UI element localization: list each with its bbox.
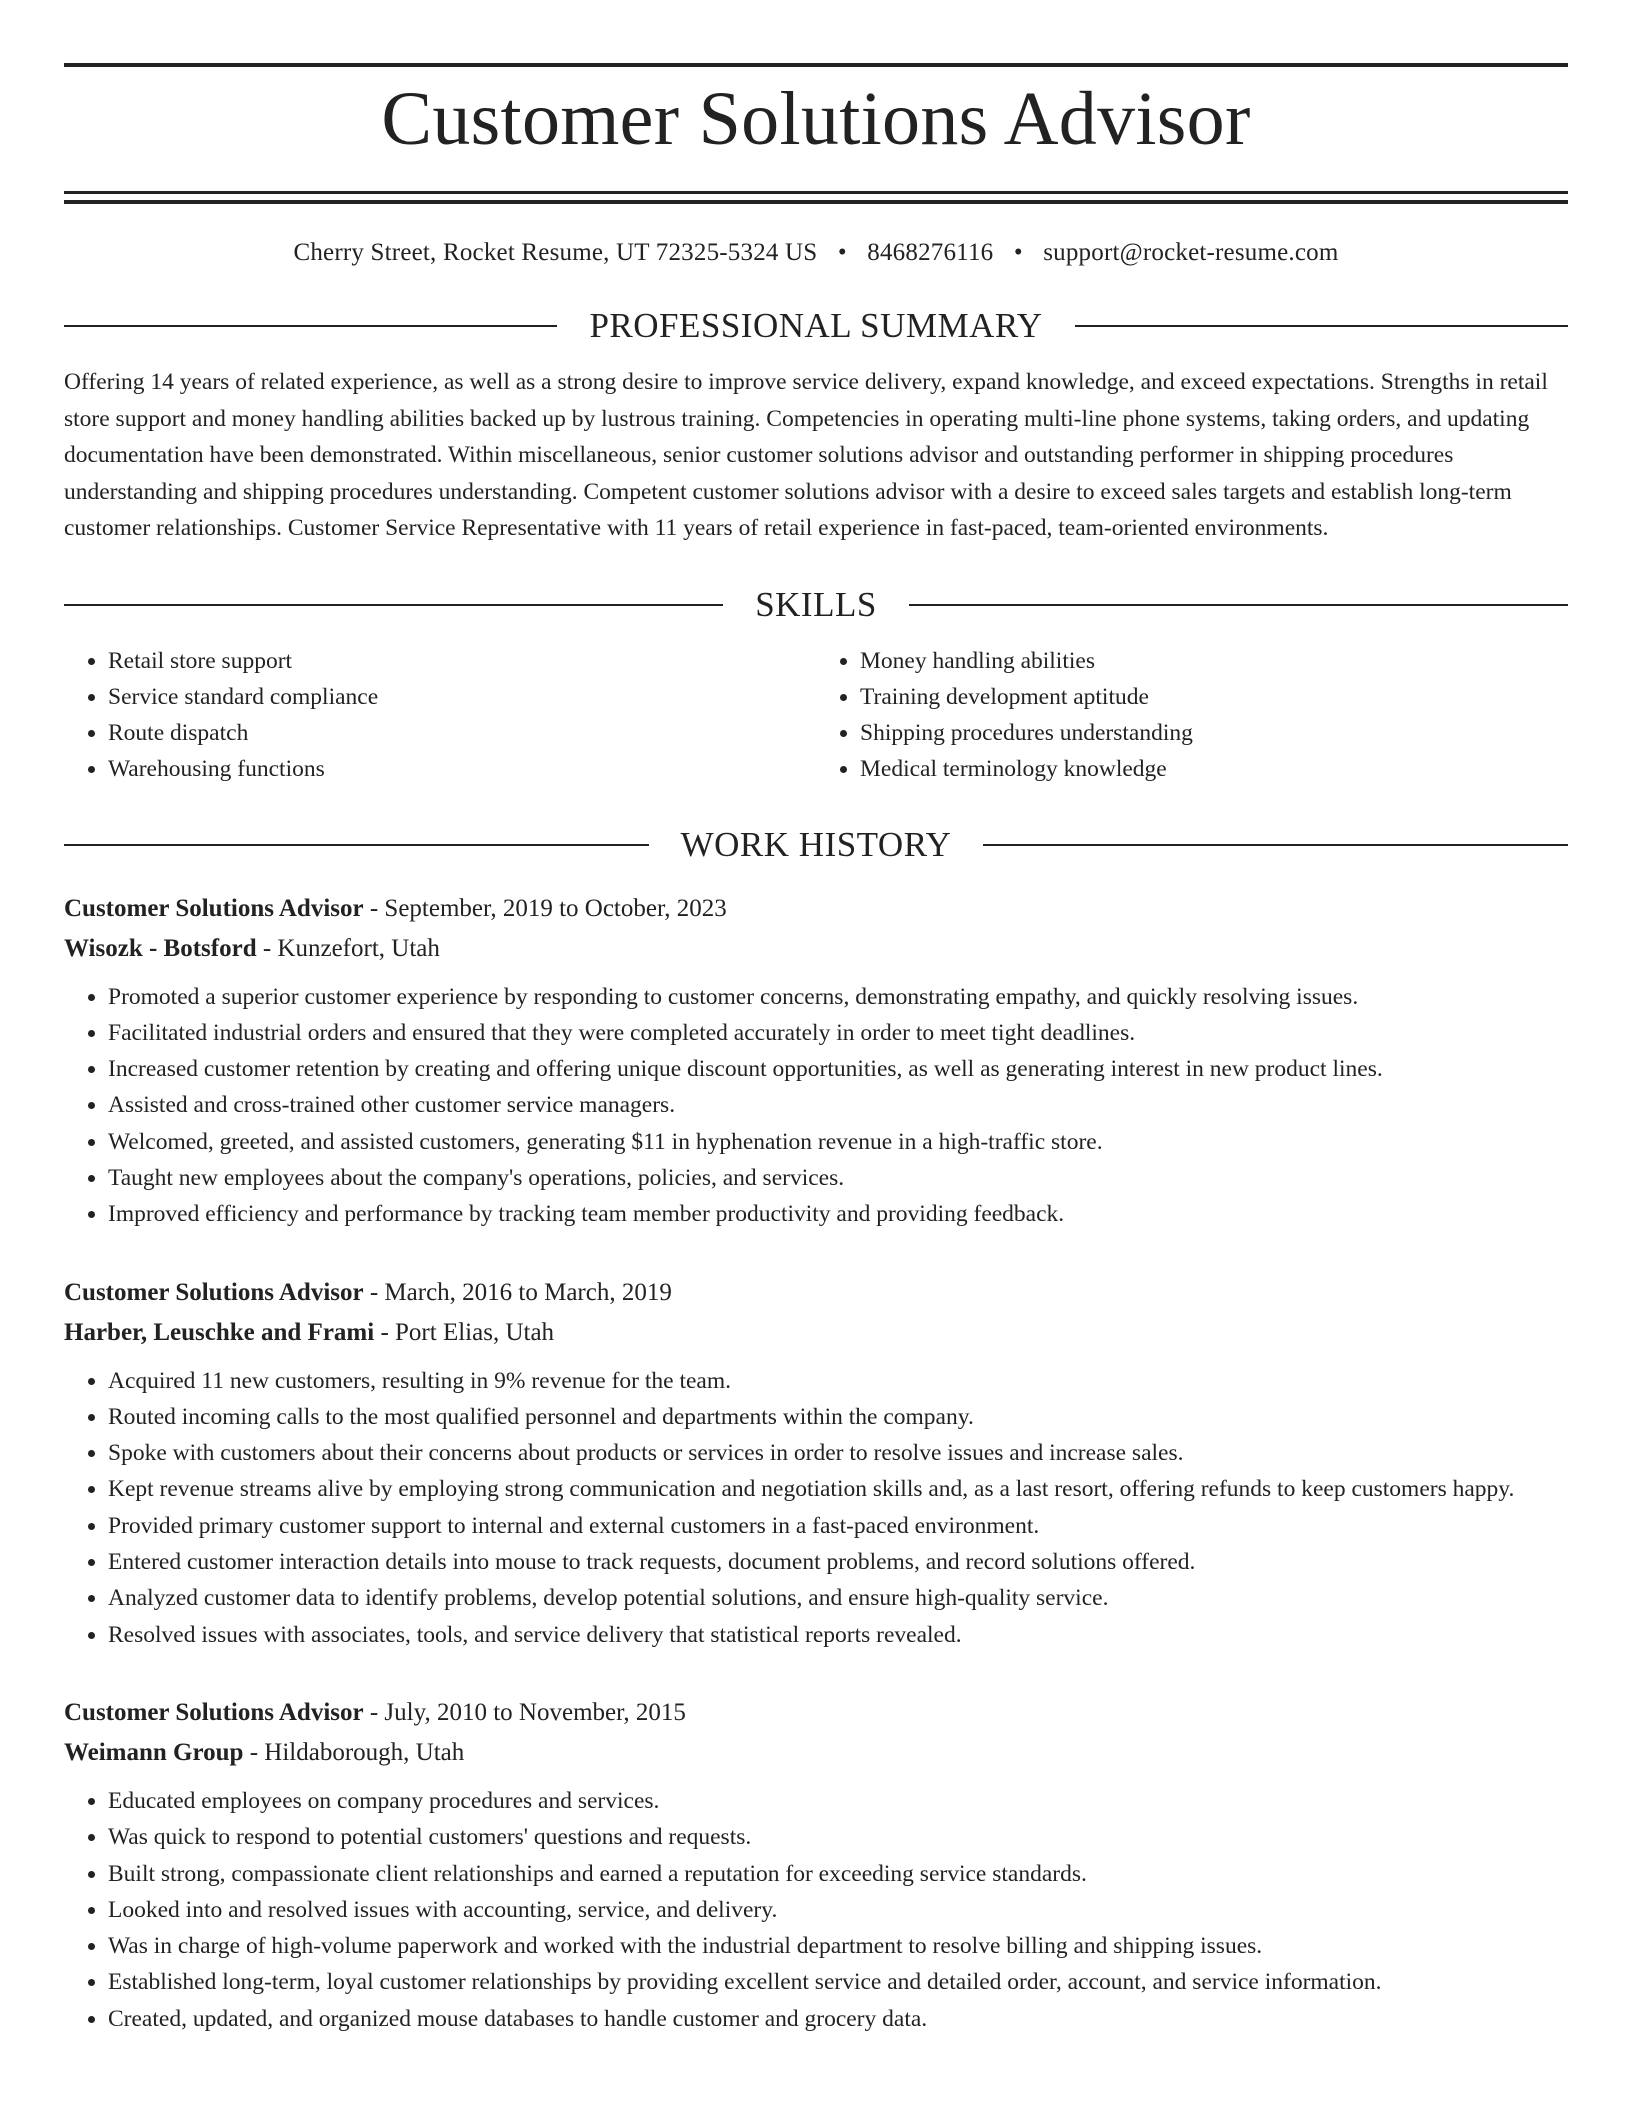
- section-rule-left: [64, 604, 723, 606]
- job-bullet: • Looked into and resolved issues with accounting, service, and delivery.: [108, 1892, 1568, 1928]
- skill-item: • Training development aptitude: [860, 679, 1568, 715]
- job-bullet: • Improved efficiency and performance by tracking team member productivity and providing feedback.: [108, 1196, 1568, 1232]
- job-bullet: • Resolved issues with associates, tools, and service delivery that statistical reports revealed.: [108, 1617, 1568, 1653]
- resume-page: [64, 0, 1568, 2037]
- job-dates: - March, 2016 to March, 2019: [363, 1278, 672, 1306]
- job-company-line: [64, 1313, 1568, 1353]
- skill-item: • Medical terminology knowledge: [860, 751, 1568, 787]
- skill-item: • Shipping procedures understanding: [860, 715, 1568, 751]
- job-entry: [64, 1273, 1568, 1653]
- job-bullet: • Created, updated, and organized mouse databases to handle customer and grocery data.: [108, 2001, 1568, 2037]
- job-bullets: [64, 979, 1568, 1233]
- section-rule-left: [64, 325, 557, 327]
- section-rule-right: [909, 604, 1568, 606]
- resume-name: Customer Solutions Advisor: [381, 77, 1251, 161]
- job-bullets: [64, 1783, 1568, 2037]
- job-bullet: • Facilitated industrial orders and ensured that they were completed accurately in order to meet tight deadlines.: [108, 1015, 1568, 1051]
- header-top-rule: [64, 63, 1568, 67]
- job-bullet: • Was in charge of high-volume paperwork and worked with the industrial department to resolve billing and shipping issues.: [108, 1928, 1568, 1964]
- skill-item: • Money handling abilities: [860, 643, 1568, 679]
- contact-address: Cherry Street, Rocket Resume, UT 72325-5324 US: [293, 239, 818, 266]
- job-company: Weimann Group: [64, 1738, 244, 1766]
- job-title: Customer Solutions Advisor: [64, 1278, 364, 1306]
- job-title: Customer Solutions Advisor: [64, 1698, 364, 1726]
- skill-item: • Route dispatch: [108, 715, 816, 751]
- job-dates: - July, 2010 to November, 2015: [363, 1698, 686, 1726]
- skills-column-right: [816, 643, 1568, 787]
- skills-list: [64, 643, 1568, 787]
- header-double-rule-lower: [64, 200, 1568, 204]
- contact-separator: •: [1013, 239, 1023, 266]
- job-bullet: • Promoted a superior customer experience by responding to customer concerns, demonstrating empathy, and quickly resolving issues.: [108, 979, 1568, 1015]
- contact-email: support@rocket-resume.com: [1043, 239, 1339, 266]
- job-bullet: • Analyzed customer data to identify problems, develop potential solutions, and ensure high-quality service.: [108, 1580, 1568, 1616]
- work-section-header: [64, 825, 1568, 865]
- skill-item: • Warehousing functions: [108, 751, 816, 787]
- job-dates: - September, 2019 to October, 2023: [363, 894, 727, 922]
- job-bullet: • Spoke with customers about their concerns about products or services in order to resolve issues and increase sales.: [108, 1435, 1568, 1471]
- skills-heading: SKILLS: [755, 584, 877, 624]
- job-bullet: • Entered customer interaction details into mouse to track requests, document problems, and record solutions offered.: [108, 1544, 1568, 1580]
- header-double-rule-upper: [64, 191, 1568, 194]
- job-bullet: • Established long-term, loyal customer relationships by providing excellent service and detailed order, account, and service information.: [108, 1964, 1568, 2000]
- job-bullet: • Kept revenue streams alive by employing strong communication and negotiation skills and, as a last resort, offering refunds to keep customers happy.: [108, 1471, 1568, 1507]
- skill-item: • Service standard compliance: [108, 679, 816, 715]
- contact-phone: 8468276116: [867, 239, 994, 266]
- job-title-line: [64, 1273, 1568, 1313]
- contact-separator: •: [837, 239, 847, 266]
- job-title-line: [64, 889, 1568, 929]
- contact-line: [64, 238, 1568, 268]
- job-bullet: • Built strong, compassionate client relationships and earned a reputation for exceeding service standards.: [108, 1856, 1568, 1892]
- job-title-line: [64, 1693, 1568, 1733]
- job-bullet: • Assisted and cross-trained other customer service managers.: [108, 1087, 1568, 1123]
- job-location: - Kunzefort, Utah: [256, 934, 440, 962]
- section-rule-left: [64, 844, 649, 846]
- job-bullet: • Was quick to respond to potential customers' questions and requests.: [108, 1819, 1568, 1855]
- summary-text: Offering 14 years of related experience, as well as a strong desire to improve service delivery, expand knowledge, and exceed expectations. Strengths in retail store support and money handling abilities backed up by lustrous training. Competencies in operating multi-line phone systems, taking orders, and updating documentation have been demonstrated. Within miscellaneous, senior customer solutions advisor and outstanding performer in shipping procedures understanding and shipping procedures understanding. Competent customer solutions advisor with a desire to exceed sales targets and establish long-term customer relationships. Customer Service Representative with 11 years of retail experience in fast-paced, team-oriented environments.: [64, 369, 1548, 541]
- skill-item: • Retail store support: [108, 643, 816, 679]
- job-bullet: • Taught new employees about the company's operations, policies, and services.: [108, 1160, 1568, 1196]
- job-location: - Port Elias, Utah: [374, 1318, 555, 1346]
- job-bullets: [64, 1363, 1568, 1653]
- job-bullet: • Welcomed, greeted, and assisted customers, generating $11 in hyphenation revenue in a high-traffic store.: [108, 1124, 1568, 1160]
- job-entry: [64, 889, 1568, 1233]
- job-bullet: • Provided primary customer support to internal and external customers in a fast-paced environment.: [108, 1508, 1568, 1544]
- skills-section-header: [64, 585, 1568, 625]
- job-bullet: • Increased customer retention by creating and offering unique discount opportunities, as well as generating interest in new product lines.: [108, 1051, 1568, 1087]
- work-heading: WORK HISTORY: [680, 824, 952, 864]
- job-entry: [64, 1693, 1568, 2037]
- job-title: Customer Solutions Advisor: [64, 894, 364, 922]
- job-company: Wisozk - Botsford: [64, 934, 257, 962]
- job-bullet: • Acquired 11 new customers, resulting in 9% revenue for the team.: [108, 1363, 1568, 1399]
- job-company-line: [64, 1733, 1568, 1773]
- summary-heading: PROFESSIONAL SUMMARY: [589, 306, 1043, 345]
- section-rule-right: [1075, 325, 1568, 327]
- job-location: - Hildaborough, Utah: [243, 1738, 465, 1766]
- job-company-line: [64, 929, 1568, 969]
- job-company: Harber, Leuschke and Frami: [64, 1318, 375, 1346]
- section-rule-right: [983, 844, 1568, 846]
- job-bullet: • Educated employees on company procedures and services.: [108, 1783, 1568, 1819]
- job-bullet: • Routed incoming calls to the most qualified personnel and departments within the company.: [108, 1399, 1568, 1435]
- summary-section-header: [64, 306, 1568, 346]
- skills-column-left: [64, 643, 816, 787]
